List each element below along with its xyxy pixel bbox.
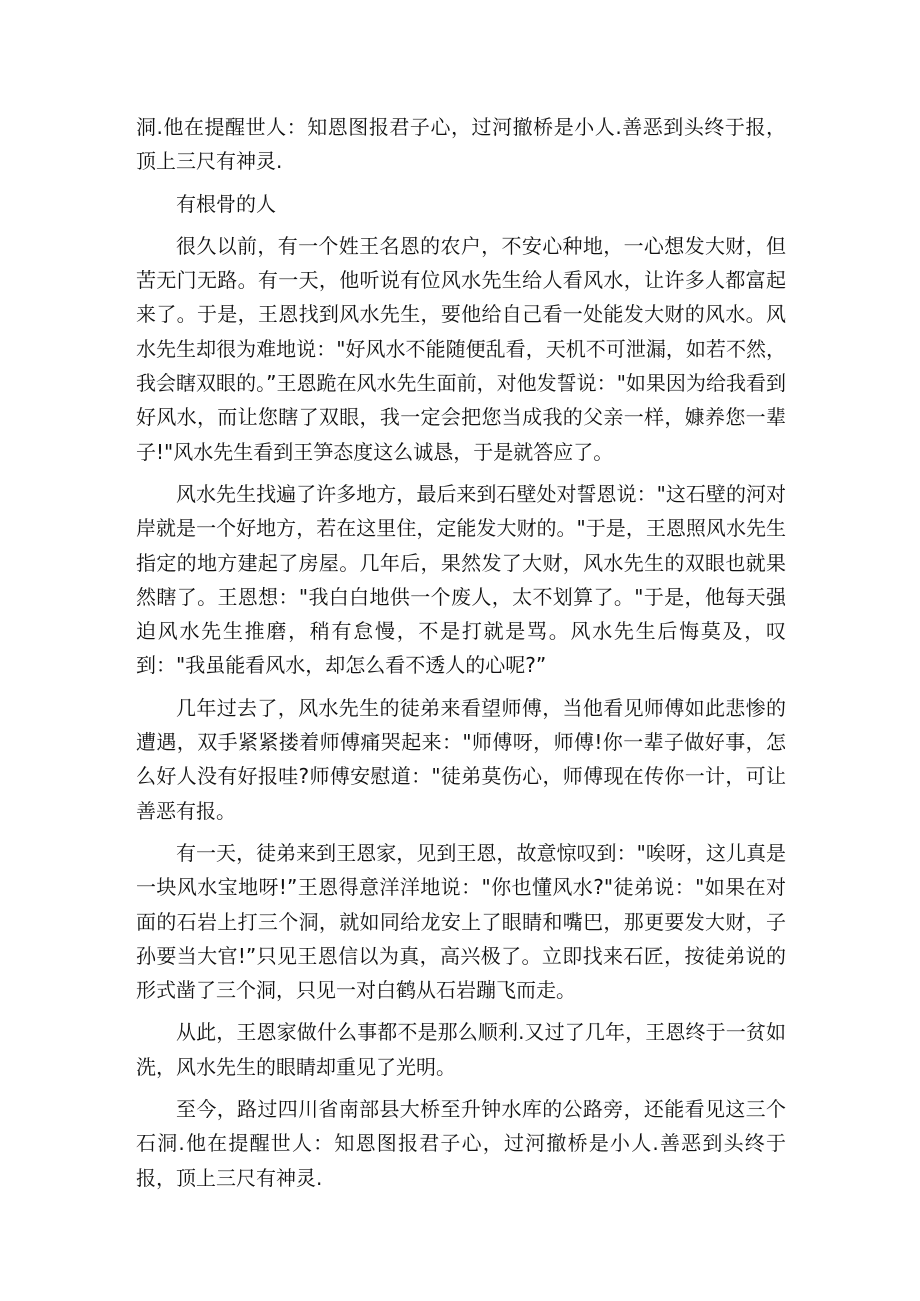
spacer <box>136 221 786 229</box>
spacer <box>136 179 786 187</box>
spacer <box>136 683 786 691</box>
spacer <box>136 1084 786 1092</box>
body-paragraph-2: 风水先生找遍了许多地方，最后来到石壁处对誓恩说："这石壁的河对岸就是一个好地方，若在这里住，定能发大财的。"于是，王恩照风水先生指定的地方建起了房屋。几年后，果然发了大财，风水先生的双眼也就果然瞎了。王恩想："我白白地供一个废人，太不划算了。"于是，他每天强迫风水先生推磨，稍有怠慢，不是打就是骂。风水先生后悔莫及，叹到："我虽能看风水，却怎么看不透人的心呢?” <box>136 481 786 678</box>
spacer <box>136 469 786 477</box>
body-paragraph-6: 至今，路过四川省南部县大桥至升钟水库的公路旁，还能看见这三个石洞.他在提醒世人：知恩图报君子心，过河撤桥是小人.善恶到头终于报，顶上三尺有神灵. <box>136 1097 786 1190</box>
body-paragraph-3: 几年过去了，风水先生的徒弟来看望师傅，当他看见师傅如此悲惨的遭遇，双手紧紧搂着师傅痛哭起来："师傅呀，师傅!你一辈子做好事，怎么好人没有好报哇?师傅安慰道："徒弟莫伤心，师傅现在传你一计，可让善恶有报。 <box>136 695 786 823</box>
body-paragraph-4: 有一天，徒弟来到王恩家，见到王恩，故意惊叹到："唉呀，这儿真是一块风水宝地呀!”王恩得意洋洋地说："你也懂风水?"徒弟说："如果在对面的石岩上打三个洞，就如同给龙安上了眼睛和嘴巴，那更要发大财，子孙要当大官!”只见王恩信以为真，高兴极了。立即找来石匠，按徒弟说的形式凿了三个洞，只见一对白鹤从石岩蹦飞而走。 <box>136 840 786 1003</box>
continuation-paragraph: 洞.他在提醒世人：知恩图报君子心，过河撤桥是小人.善恶到头终于报，顶上三尺有神灵. <box>136 115 786 174</box>
document-page <box>136 110 786 1195</box>
spacer <box>136 1007 786 1015</box>
body-paragraph-1: 很久以前，有一个姓王名恩的农户，不安心种地，一心想发大财，但苦无门无路。有一天，他听说有位风水先生给人看风水，让许多人都富起来了。于是，王恩找到风水先生，要他给自己看一处能发大财的风水。风水先生却很为难地说："好风水不能随便乱看，天机不可泄漏，如若不然，我会瞎双眼的。”王恩跪在风水先生面前，对他发誓说："如果因为给我看到好风水，而让您瞎了双眼，我一定会把您当成我的父亲一样，嫝养您一辈子!"风水先生看到王笋态度这么诚恳，于是就答应了。 <box>136 233 786 464</box>
body-paragraph-5: 从此，王恩家做什么事都不是那么顺利.又过了几年，王恩终于一贫如洗，风水先生的眼睛却重见了光明。 <box>136 1020 786 1079</box>
story-title: 有根骨的人 <box>176 191 276 216</box>
spacer <box>136 828 786 836</box>
